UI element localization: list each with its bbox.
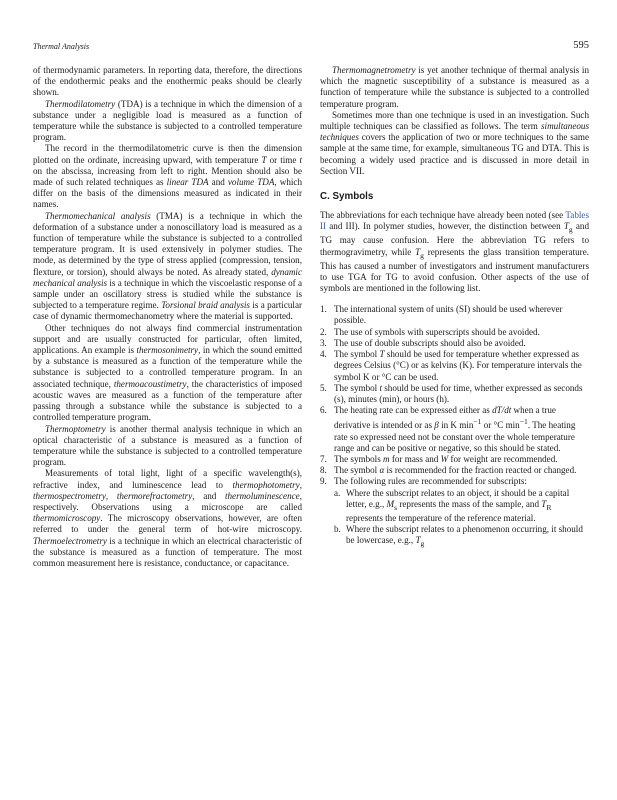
text: The abbreviations for each technique have already been noted (see — [320, 210, 566, 221]
term: linear TDA — [166, 177, 209, 188]
item-letter: b. — [334, 523, 341, 534]
symbol: m — [383, 453, 390, 464]
item-number: 9. — [320, 476, 327, 487]
paragraph — [33, 143, 302, 210]
sub-list — [334, 488, 589, 550]
item-number: 7. — [320, 453, 327, 464]
item-letter: a. — [334, 487, 341, 498]
symbol: T — [261, 154, 267, 165]
left-column — [33, 65, 302, 569]
symbol: t — [299, 154, 302, 165]
text: . The microscopy observations, however, are often referred to under the general term of hot-wire microscopy. — [33, 513, 302, 535]
subscript: s — [394, 502, 398, 512]
superscript: −1 — [473, 417, 482, 427]
term: Torsional braid analysis — [161, 300, 250, 311]
paragraph — [33, 323, 302, 424]
text: represents the glass transition temperature. This has caused a number of investigators and instrument manufacturers to use TGA for TG to avoid confusion. Other aspects of the use of symbols are mentioned in the following list. — [320, 246, 590, 294]
table-link[interactable]: Tables II — [320, 210, 589, 232]
term: Thermomagnetrometry — [332, 65, 416, 75]
item-number: 8. — [320, 465, 327, 476]
text: , the characteristics of imposed acoustic waves are measured as a function of the temperature after passing through a substance while the substance is subjected to a controlled temperature program. — [33, 378, 303, 423]
term: thermorefractometry — [116, 490, 193, 501]
text: or °C min — [481, 420, 520, 431]
text: (TMA) is a technique in which the deformation of a substance under a nonoscillatory load is measured as a function of temperature while the substance is subjected to a controlled temperature program. It is used extensively in polymer studies. The mode, as determined by the type of stress applied (compression, tension, flexture, or torsion), should always be noted. As already stated, — [33, 210, 302, 277]
symbol: dT/dt — [492, 405, 512, 416]
term: thermospectrometry — [33, 490, 106, 501]
text: , which differ on the basis of the dimensions measured as indicated in their names. — [33, 177, 302, 210]
text: for mass and — [389, 453, 441, 464]
section-heading: C. Symbols — [320, 191, 374, 203]
symbol: α — [379, 465, 385, 476]
paragraph — [320, 65, 589, 110]
text: The international system of units (SI) should be used wherever possible. — [334, 304, 563, 326]
term: thermomicroscopy — [33, 513, 101, 524]
paragraph — [33, 468, 302, 569]
text: Sometimes more than one technique is used in an investigation. Such multiple techniques can be classified as follows. The term — [320, 109, 589, 132]
text: on the abscissa, increasing from left to right. Mention should also be made of such related techniques as — [33, 165, 302, 188]
symbol: T — [415, 246, 421, 257]
text: The symbols — [334, 453, 384, 464]
term: thermoacoustimetry — [113, 378, 187, 389]
text: , — [299, 479, 302, 490]
text: or time — [266, 154, 300, 165]
running-title: Thermal Analysis — [33, 42, 90, 51]
paragraph — [320, 210, 589, 294]
text: , respectively. Observations using a microscope are called — [33, 490, 302, 512]
symbol: T — [541, 498, 547, 509]
text: The symbol — [334, 465, 380, 476]
text: is another thermal analysis technique in which an optical characteristic of a substance is measured as a function of temperature while the substance is subjected to a controlled temperature program. — [33, 423, 302, 468]
text: , — [105, 490, 117, 501]
right-column — [320, 65, 589, 549]
text: when a true derivative is intended or as — [334, 405, 556, 431]
sub-list-item — [334, 488, 589, 524]
symbol: T — [379, 349, 385, 360]
term: Thermoelectrometry — [33, 535, 107, 546]
text: The heating rate can be expressed either as — [334, 405, 493, 416]
text: , and — [192, 490, 225, 501]
subscript: g — [568, 225, 573, 235]
text: and TG may cause confusion. Here the abbreviation TG refers to thermogravimetry, while — [320, 221, 589, 257]
sub-list-item — [334, 524, 589, 549]
term: thermophotometry — [232, 479, 300, 490]
subscript: g — [420, 250, 424, 260]
symbol: M — [386, 498, 395, 509]
list-item — [320, 349, 589, 383]
text: The use of symbols with superscripts should be avoided. — [334, 326, 540, 337]
text: is a technique in which an electrical characteristic of the substance is measured as a function of temperature. The most common measurement here is resistance, conductance, or capacitance. — [33, 535, 302, 568]
subscript: R — [546, 502, 552, 512]
text: The record in the thermodilatometric curve is then the dimension plotted on the ordinate, increasing upward, with temperature — [33, 143, 302, 165]
symbols-rules-list — [320, 304, 589, 549]
item-number: 1. — [320, 304, 327, 315]
running-head — [33, 40, 589, 54]
symbol: W — [440, 453, 449, 464]
subscript: g — [420, 539, 425, 548]
page-number: 595 — [573, 40, 589, 51]
text: in K min — [438, 420, 474, 431]
text: Where the subscript relates to a phenomenon occurring, it should be lowercase, e.g., — [346, 523, 583, 546]
term: simultaneous techniques — [320, 121, 589, 143]
text: and — [208, 177, 228, 188]
text: is recommended for the fraction reacted or changed. — [384, 465, 577, 476]
text: represents the mass of the sample, and — [397, 498, 542, 509]
paragraph — [33, 65, 302, 99]
superscript: −1 — [519, 417, 528, 427]
list-item — [320, 405, 589, 454]
item-number: 5. — [320, 382, 327, 393]
term: thermoluminescence — [224, 490, 300, 501]
text: and III). In polymer studies, however, the distinction between — [326, 221, 564, 232]
text: The use of double subscripts should also be avoided. — [334, 337, 526, 348]
term: dynamic mechanical analysis — [33, 266, 302, 288]
list-item — [320, 383, 589, 405]
text: Other techniques do not always find commercial instrumentation support and are usually constructed for particular, often limited, applications. An example is — [33, 322, 302, 356]
text: of thermodynamic parameters. In reporting data, therefore, the directions of the endothermic peaks and the enothermic peaks should be clearly shown. — [33, 65, 302, 98]
text: (TDA) is a technique in which the dimension of a substance under a negligible load is measured as a function of temperature while the substance is subjected to a controlled temperature program. — [33, 98, 302, 143]
text: Measurements of total light, light of a specific wavelength(s), refractive index, and luminescence lead to — [33, 468, 302, 490]
symbol: T — [563, 221, 569, 232]
item-number: 3. — [320, 337, 327, 348]
paragraph — [33, 99, 302, 144]
text: should be used for temperature whether expressed as degrees Celsius (°C) or as kelvins (K). For temperature intervals the symbol K or °C can be used. — [334, 349, 582, 382]
term: Thermoptometry — [45, 423, 106, 434]
text: The symbol — [334, 382, 380, 393]
text: . The heating rate so expressed need not be constant over the whole temperature range and can be positive or negative, so this should be stated. — [334, 420, 576, 453]
term: Thermodilatometry — [45, 98, 116, 109]
symbol: β — [434, 420, 439, 431]
text: should be used for time, whether expressed as seconds (s), minutes (min), or hours (h). — [334, 382, 583, 404]
text: The following rules are recommended for subscripts: — [334, 476, 527, 487]
paragraph — [33, 211, 302, 323]
text: Where the subscript relates to an object, it should be a capital letter, e.g., — [346, 487, 570, 509]
text: , in which the sound emitted by a substance is measured as a function of the temperature while the substance is subjected to a controlled temperature program. In an associated technique, — [33, 345, 302, 389]
text: is a technique in which the viscoelastic response of a sample under an oscillatory stress is studied while the substance is subjected to a temperature regime. — [33, 277, 303, 311]
paragraph — [320, 110, 589, 177]
symbol: t — [379, 382, 382, 393]
symbol: T — [415, 535, 421, 546]
paragraph — [33, 424, 302, 469]
text: The symbol — [334, 349, 380, 360]
term: thermosonimetry — [136, 345, 199, 356]
text: covers the application of two or more techniques to the same sample at the same time, for example, simultaneous TG and DTA. This is becoming a widely used practice and is discussed in more detail in Section VII. — [320, 132, 589, 176]
list-item — [320, 465, 589, 476]
list-item — [320, 327, 589, 338]
list-item — [320, 304, 589, 326]
list-item — [320, 454, 589, 465]
term: Thermomechanical analysis — [45, 210, 151, 221]
item-number: 2. — [320, 326, 327, 337]
item-number: 6. — [320, 405, 327, 416]
term: volume TDA — [227, 177, 275, 188]
list-item — [320, 476, 589, 549]
item-number: 4. — [320, 349, 327, 360]
text: represents the temperature of the reference material. — [346, 512, 536, 523]
text: is yet another technique of thermal analysis in which the magnetic susceptibility of a substance is measured as a function of temperature while the substance is subjected to a controlled temperature program. — [320, 65, 589, 109]
text: is a particular case of dynamic thermomechanometry where the material is supported. — [33, 300, 303, 322]
list-item — [320, 338, 589, 349]
text: for weight are recommended. — [448, 453, 558, 464]
